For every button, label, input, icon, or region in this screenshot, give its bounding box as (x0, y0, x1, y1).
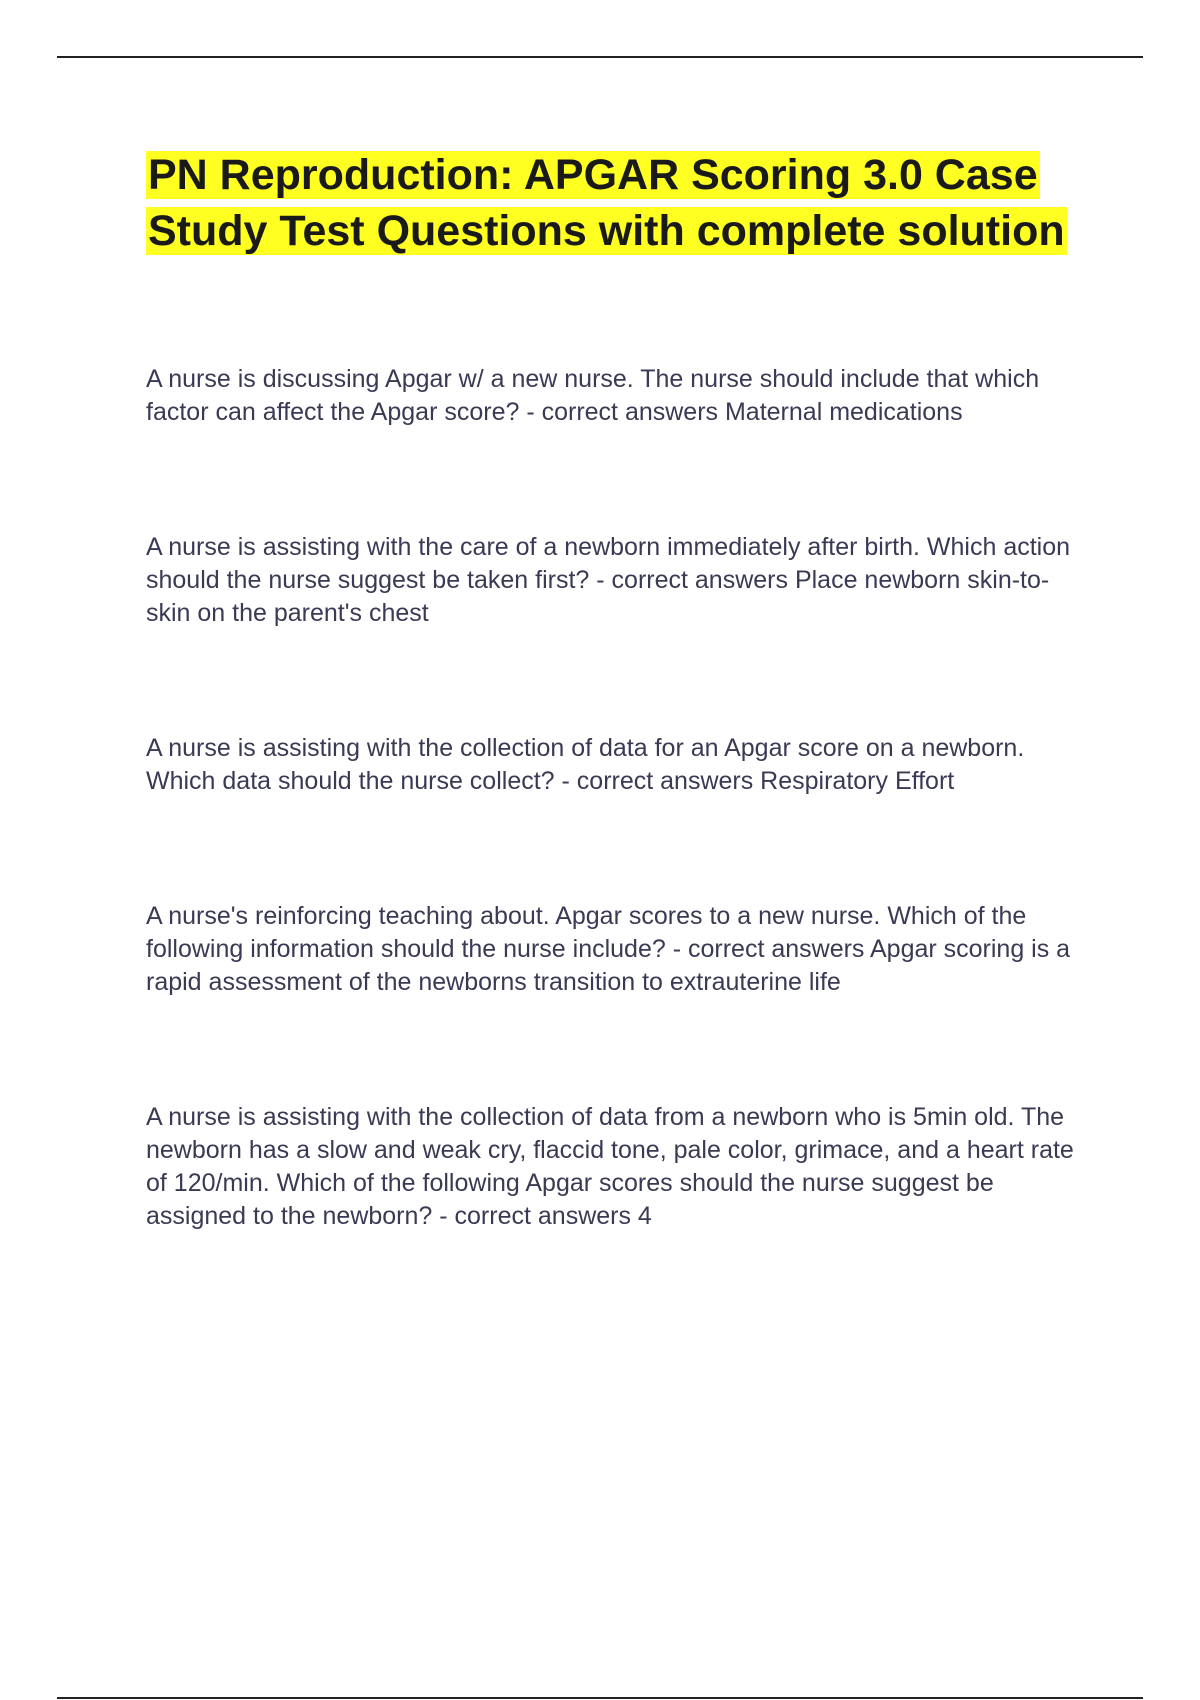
qa-item-2: A nurse is assisting with the care of a newborn immediately after birth. Which action should the nurse suggest be taken first? - correct answers Place newborn skin-to-skin on the parent's chest (146, 533, 1071, 627)
question-answer-list (146, 363, 1086, 1335)
document-title: PN Reproduction: APGAR Scoring 3.0 Case Study Test Questions with complete solution (148, 151, 1065, 255)
bottom-divider (57, 1697, 1143, 1699)
qa-item-4: A nurse's reinforcing teaching about. Apgar scores to a new nurse. Which of the following information should the nurse include? - correct answers Apgar scoring is a rapid assessment of the newborns transition to extrauterine life (146, 902, 1071, 996)
qa-item-1: A nurse is discussing Apgar w/ a new nurse. The nurse should include that which factor can affect the Apgar score? - correct answers Maternal medications (146, 365, 1040, 426)
qa-item-3: A nurse is assisting with the collection of data for an Apgar score on a newborn. Which data should the nurse collect? - correct answers Respiratory Effort (146, 734, 1025, 795)
top-divider (57, 56, 1143, 58)
document-title-block (146, 147, 1076, 259)
qa-item-5: A nurse is assisting with the collection of data from a newborn who is 5min old. The newborn has a slow and weak cry, flaccid tone, pale color, grimace, and a heart rate of 120/min. Which of the following Apgar scores should the nurse suggest be assigned to the newborn? - correct answers 4 (146, 1103, 1074, 1230)
